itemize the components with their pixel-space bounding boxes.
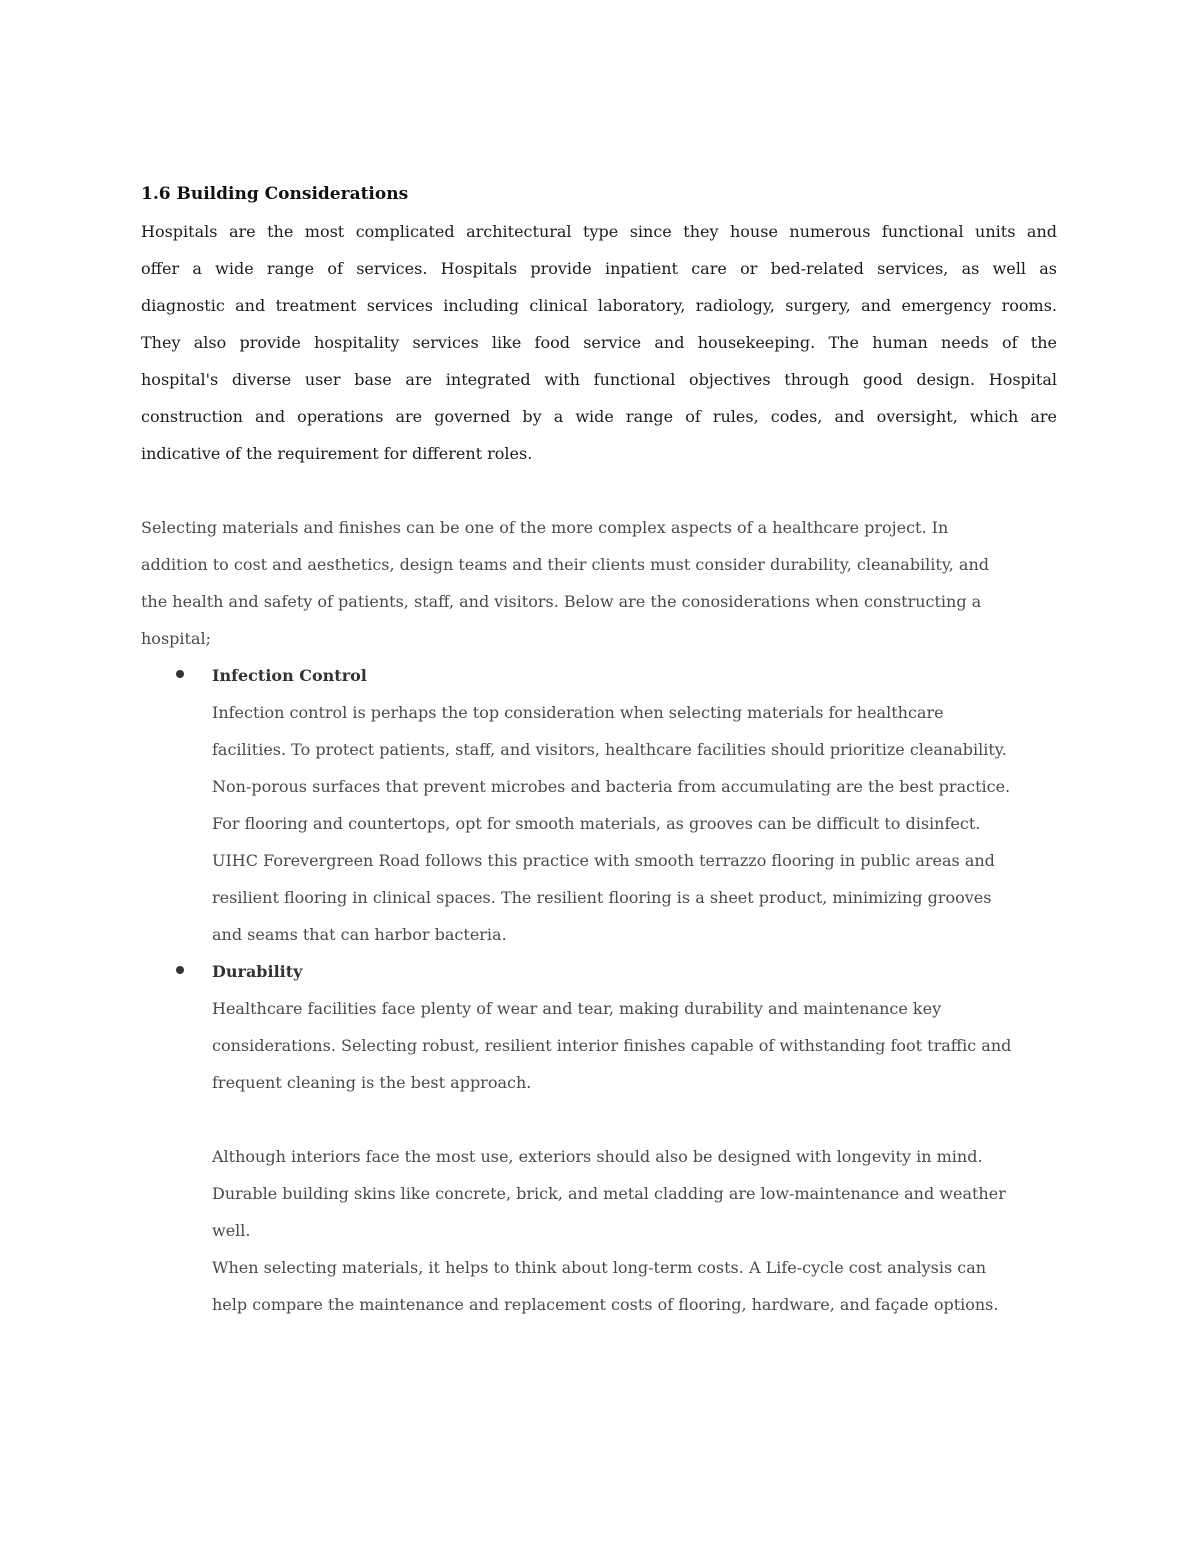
considerations-list bbox=[141, 657, 1057, 1323]
bullet-icon bbox=[176, 670, 184, 678]
bullet-line: help compare the maintenance and replacement costs of flooring, hardware, and façade options. bbox=[212, 1295, 999, 1314]
selecting-paragraph bbox=[141, 509, 1057, 657]
section-heading: 1.6 Building Considerations bbox=[141, 184, 409, 204]
intro-line: They also provide hospitality services like food service and housekeeping. The human needs of the bbox=[141, 333, 1057, 352]
intro-line: hospital's diverse user base are integrated with functional objectives through good design. Hospital bbox=[141, 370, 1057, 389]
bullet-line: Healthcare facilities face plenty of wear and tear, making durability and maintenance key bbox=[212, 999, 942, 1018]
intro-line: construction and operations are governed by a wide range of rules, codes, and oversight, which are bbox=[141, 407, 1057, 426]
list-item-infection-control bbox=[141, 657, 1057, 953]
selecting-line: addition to cost and aesthetics, design teams and their clients must consider durability, cleanability, and bbox=[141, 555, 990, 574]
bullet-line: facilities. To protect patients, staff, and visitors, healthcare facilities should prioritize cleanability. bbox=[212, 740, 1007, 759]
selecting-line: Selecting materials and finishes can be one of the more complex aspects of a healthcare project. In bbox=[141, 518, 949, 537]
bullet-line: well. bbox=[212, 1221, 251, 1240]
bullet-line: Although interiors face the most use, exteriors should also be designed with longevity in mind. bbox=[212, 1147, 983, 1166]
bullet-line: Infection control is perhaps the top consideration when selecting materials for healthcare bbox=[212, 703, 944, 722]
bullet-line: and seams that can harbor bacteria. bbox=[212, 925, 507, 944]
intro-line: indicative of the requirement for different roles. bbox=[141, 444, 533, 463]
intro-line: Hospitals are the most complicated architectural type since they house numerous functional units and bbox=[141, 222, 1057, 241]
paragraph-spacer bbox=[141, 472, 1057, 509]
document-page bbox=[141, 176, 1057, 1323]
bullet-line: When selecting materials, it helps to think about long-term costs. A Life-cycle cost analysis can bbox=[212, 1258, 987, 1277]
bullet-line: Non-porous surfaces that prevent microbes and bacteria from accumulating are the best practice. bbox=[212, 777, 1011, 796]
bullet-title: Durability bbox=[212, 962, 303, 981]
intro-line: diagnostic and treatment services including clinical laboratory, radiology, surgery, and emergency rooms. bbox=[141, 296, 1057, 315]
bullet-line: considerations. Selecting robust, resilient interior finishes capable of withstanding foot traffic and bbox=[212, 1036, 1012, 1055]
bullet-line: For flooring and countertops, opt for smooth materials, as grooves can be difficult to disinfect. bbox=[212, 814, 981, 833]
selecting-line: hospital; bbox=[141, 629, 211, 648]
bullet-icon bbox=[176, 966, 184, 974]
intro-paragraph bbox=[141, 213, 1057, 472]
list-item-durability bbox=[141, 953, 1057, 1323]
paragraph-spacer bbox=[212, 1101, 1057, 1138]
bullet-line: Durable building skins like concrete, brick, and metal cladding are low-maintenance and weather bbox=[212, 1184, 1006, 1203]
bullet-line: frequent cleaning is the best approach. bbox=[212, 1073, 532, 1092]
bullet-line: resilient flooring in clinical spaces. The resilient flooring is a sheet product, minimizing grooves bbox=[212, 888, 992, 907]
selecting-line: the health and safety of patients, staff, and visitors. Below are the conosiderations when constructing a bbox=[141, 592, 982, 611]
bullet-title: Infection Control bbox=[212, 666, 367, 685]
bullet-line: UIHC Forevergreen Road follows this practice with smooth terrazzo flooring in public areas and bbox=[212, 851, 995, 870]
intro-line: offer a wide range of services. Hospitals provide inpatient care or bed-related services, as well as bbox=[141, 259, 1057, 278]
